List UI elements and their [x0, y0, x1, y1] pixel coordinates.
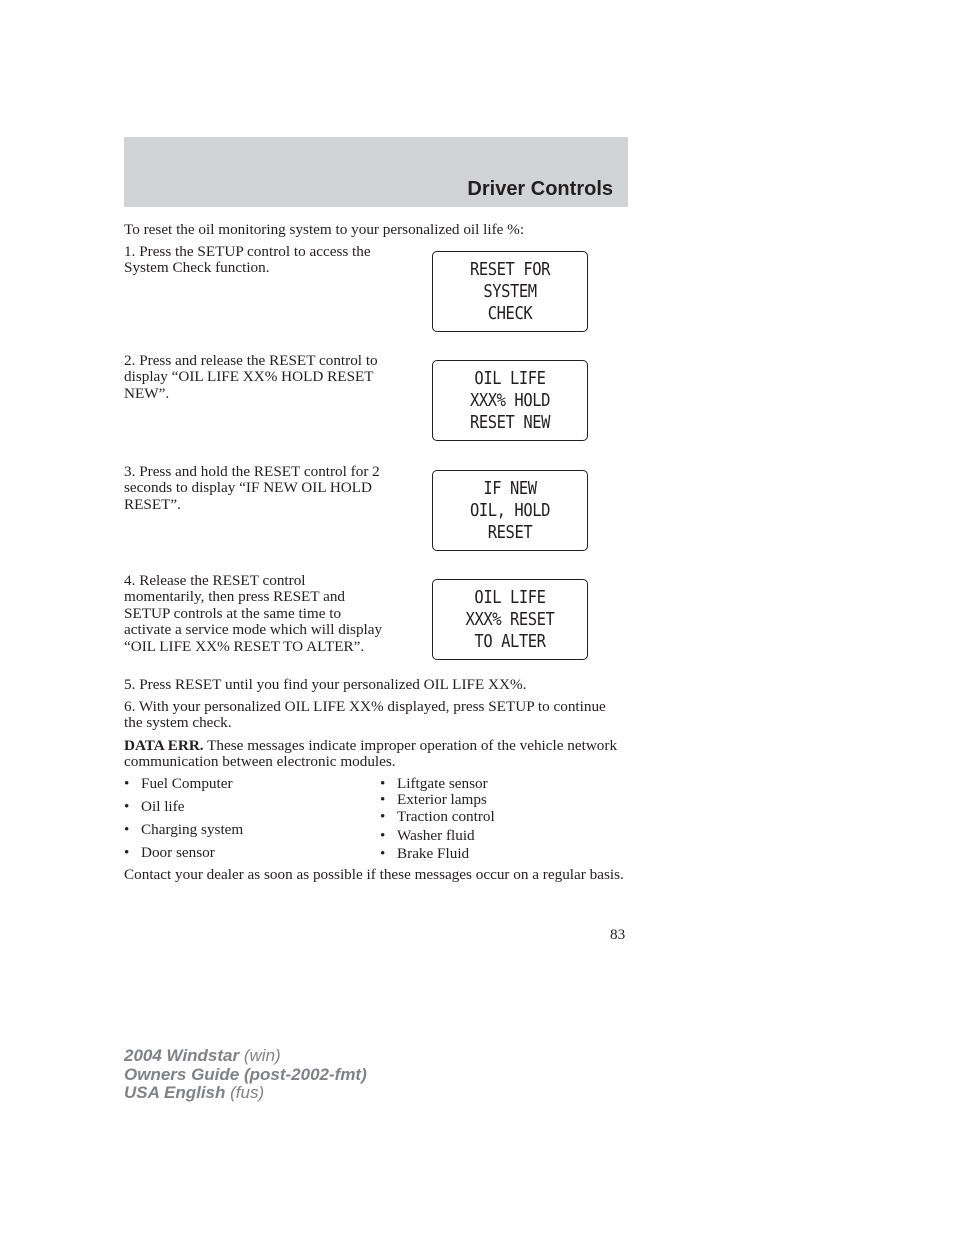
- step-2-text: 2. Press and release the RESET control to display “OIL LIFE XX% HOLD RESET NEW”.: [124, 352, 378, 402]
- message-display-1: [432, 251, 588, 332]
- display-line: SYSTEM: [483, 281, 537, 302]
- data-err-text: These messages indicate improper operation of the vehicle network communication between electronic modules.: [124, 737, 618, 771]
- footer-model-code: (win): [243, 1046, 281, 1065]
- message-display-3: [432, 470, 588, 551]
- step-6-text: 6. With your personalized OIL LIFE XX% displayed, press SETUP to continue the system check.: [124, 698, 606, 732]
- page-number: 83: [610, 926, 626, 943]
- display-line: OIL LIFE: [474, 368, 546, 389]
- step-5-text: 5. Press RESET until you find your personalized OIL LIFE XX%.: [124, 676, 527, 693]
- intro-text: To reset the oil monitoring system to your personalized oil life %:: [124, 221, 525, 238]
- list-item: • Brake Fluid: [380, 845, 470, 862]
- footer-guide: Owners Guide (post-2002-fmt): [124, 1064, 367, 1084]
- display-line: XXX% RESET: [465, 609, 555, 630]
- footer-language-code: (fus): [230, 1083, 265, 1102]
- list-item: • Exterior lamps: [380, 791, 487, 808]
- list-item: • Traction control: [380, 808, 495, 825]
- data-err-paragraph: [124, 738, 628, 771]
- step-4-text: 4. Release the RESET control momentarily, then press RESET and SETUP controls at the same time to activate a service mode which will display “OIL LIFE XX% RESET TO ALTER”.: [124, 572, 383, 655]
- display-line: CHECK: [487, 303, 533, 324]
- list-item: • Fuel Computer: [124, 775, 233, 792]
- display-line: XXX% HOLD: [469, 390, 551, 411]
- display-line: TO ALTER: [474, 631, 546, 652]
- display-line: OIL LIFE: [474, 587, 546, 608]
- list-item: • Charging system: [124, 821, 244, 838]
- data-err-label: DATA ERR.: [124, 737, 204, 754]
- footer-model: 2004 Windstar: [124, 1046, 240, 1065]
- document-footer: [124, 1047, 367, 1103]
- display-line: RESET NEW: [469, 412, 551, 433]
- step-3-text: 3. Press and hold the RESET control for 2 seconds to display “IF NEW OIL HOLD RESET”.: [124, 463, 380, 513]
- list-item: • Oil life: [124, 798, 185, 815]
- section-title: Driver Controls: [467, 178, 613, 200]
- section-header-bar: [124, 137, 628, 207]
- display-line: IF NEW: [483, 478, 537, 499]
- footer-language: USA English: [124, 1083, 226, 1102]
- message-display-4: [432, 579, 588, 660]
- list-item: • Liftgate sensor: [380, 775, 488, 792]
- step-1-text: 1. Press the SETUP control to access the System Check function.: [124, 243, 371, 277]
- list-item: • Door sensor: [124, 844, 215, 861]
- display-line: OIL, HOLD: [469, 500, 551, 521]
- display-line: RESET: [487, 522, 533, 543]
- message-display-2: [432, 360, 588, 441]
- list-item: • Washer fluid: [380, 827, 475, 844]
- display-line: RESET FOR: [469, 259, 551, 280]
- contact-dealer-text: Contact your dealer as soon as possible if these messages occur on a regular basis.: [124, 866, 624, 883]
